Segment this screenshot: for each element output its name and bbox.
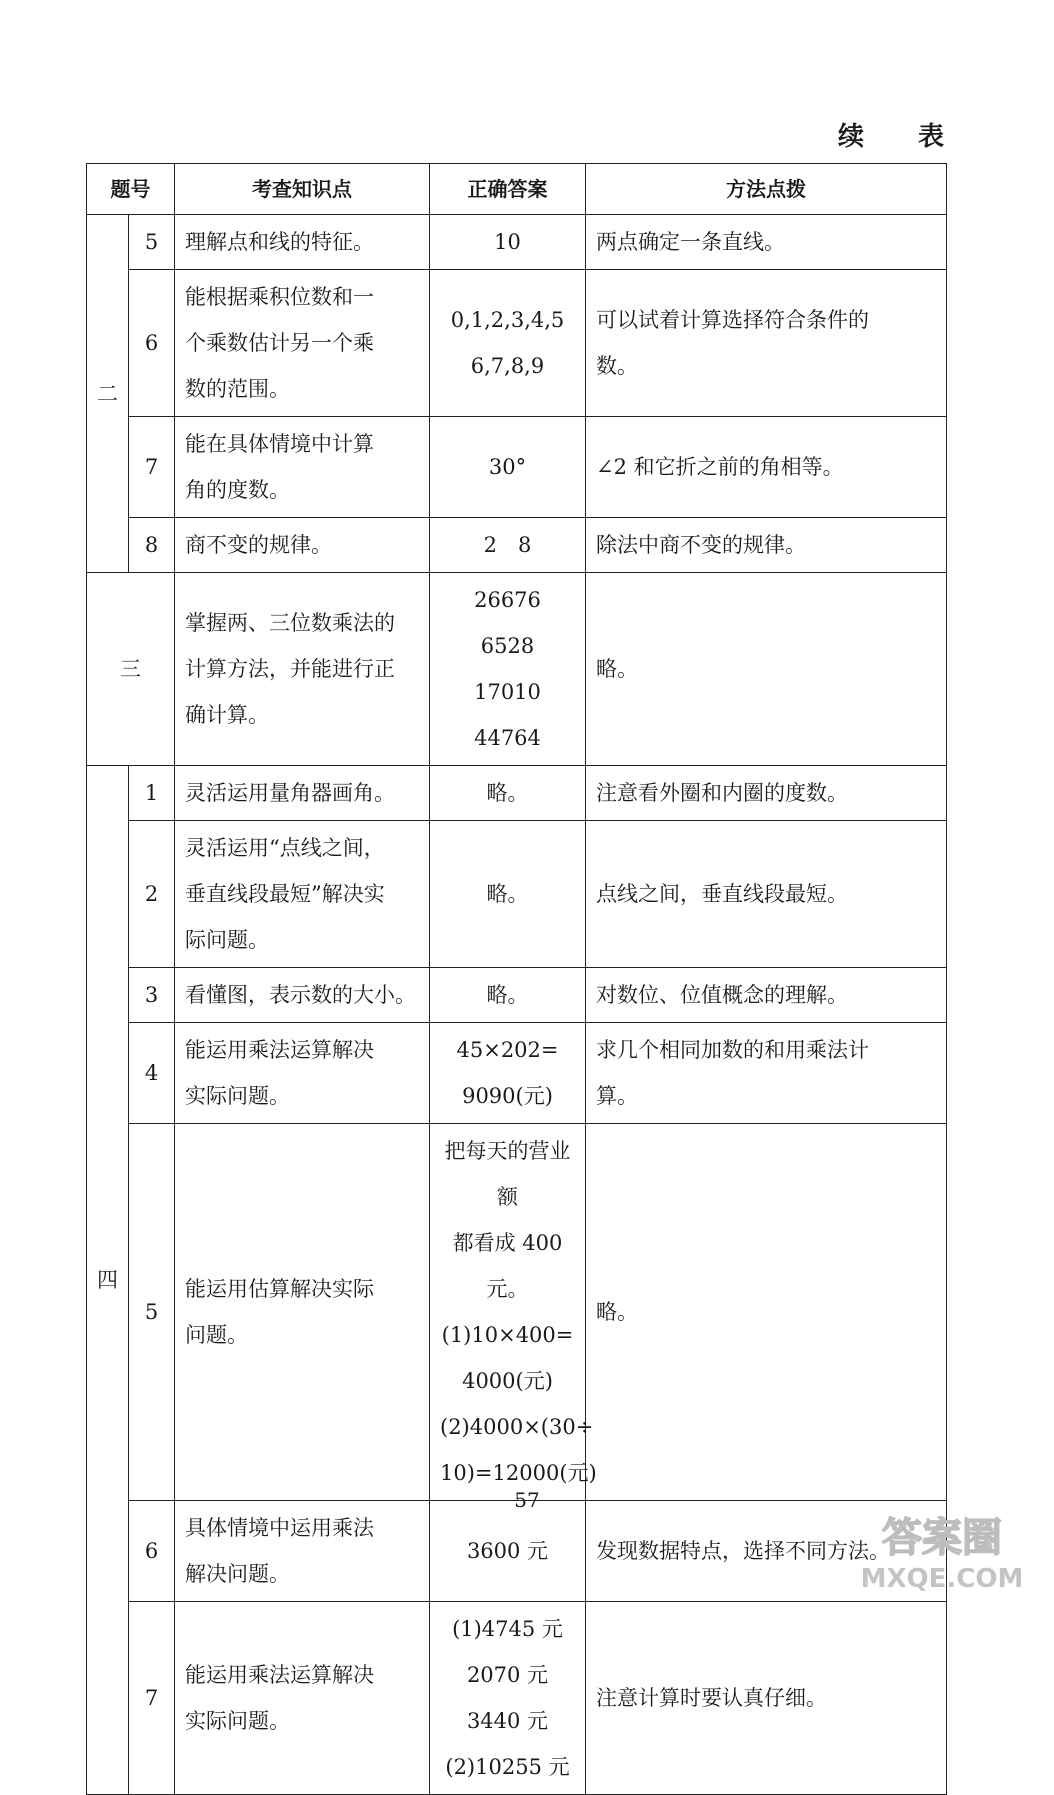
answer-cell: 0,1,2,3,4,5 6,7,8,9: [430, 270, 586, 417]
tip-cell: 略。: [586, 573, 947, 766]
section-label: 二: [87, 215, 129, 573]
tip-cell: 对数位、位值概念的理解。: [586, 968, 947, 1023]
question-number: 7: [129, 417, 175, 518]
knowledge-cell: 能运用乘法运算解决 实际问题。: [175, 1023, 430, 1124]
tip-cell: 两点确定一条直线。: [586, 215, 947, 270]
table-row: [87, 968, 947, 1023]
tip-cell: ∠2 和它折之前的角相等。: [586, 417, 947, 518]
answer-cell: 2 8: [430, 518, 586, 573]
question-number: 3: [129, 968, 175, 1023]
knowledge-cell: 商不变的规律。: [175, 518, 430, 573]
tip-cell: 略。: [586, 1124, 947, 1501]
question-number: 5: [129, 1124, 175, 1501]
knowledge-cell: 灵活运用量角器画角。: [175, 766, 430, 821]
watermark-logo: [845, 1505, 1040, 1595]
answer-cell: 略。: [430, 766, 586, 821]
tip-cell: 注意看外圈和内圈的度数。: [586, 766, 947, 821]
knowledge-cell: 掌握两、三位数乘法的 计算方法，并能进行正 确计算。: [175, 573, 430, 766]
answer-cell: 略。: [430, 821, 586, 968]
section-label: 四: [87, 766, 129, 1795]
answer-cell: 26676 6528 17010 44764: [430, 573, 586, 766]
table-row: [87, 1023, 947, 1124]
tip-cell: 发现数据特点，选择不同方法。: [586, 1501, 947, 1602]
table-row: [87, 1124, 947, 1501]
knowledge-cell: 看懂图，表示数的大小。: [175, 968, 430, 1023]
knowledge-cell: 理解点和线的特征。: [175, 215, 430, 270]
knowledge-cell: 具体情境中运用乘法 解决问题。: [175, 1501, 430, 1602]
table-row: [87, 1602, 947, 1795]
answer-cell: 略。: [430, 968, 586, 1023]
table-row: [87, 270, 947, 417]
table-row: [87, 821, 947, 968]
answer-cell: (1)4745 元 2070 元 3440 元 (2)10255 元: [430, 1602, 586, 1795]
answer-cell: 30°: [430, 417, 586, 518]
header-answer: 正确答案: [430, 164, 586, 215]
answer-cell: 10: [430, 215, 586, 270]
knowledge-cell: 能运用乘法运算解决 实际问题。: [175, 1602, 430, 1795]
knowledge-cell: 能根据乘积位数和一 个乘数估计另一个乘 数的范围。: [175, 270, 430, 417]
table-row: [87, 573, 947, 766]
continued-label: 续 表: [838, 122, 959, 152]
table-row: [87, 1501, 947, 1602]
header-tip: 方法点拨: [586, 164, 947, 215]
answer-cell: 3600 元: [430, 1501, 586, 1602]
header-knowledge: 考查知识点: [175, 164, 430, 215]
question-number: 8: [129, 518, 175, 573]
table-header-row: [87, 164, 947, 215]
question-number: 6: [129, 1501, 175, 1602]
question-number: 6: [129, 270, 175, 417]
answer-table: [86, 163, 947, 1795]
watermark-bottom-text: MXQE.COM: [860, 1564, 1024, 1594]
answer-cell: 45×202= 9090(元): [430, 1023, 586, 1124]
tip-cell: 点线之间，垂直线段最短。: [586, 821, 947, 968]
question-number: 4: [129, 1023, 175, 1124]
table-row: [87, 215, 947, 270]
knowledge-cell: 灵活运用“点线之间， 垂直线段最短”解决实 际问题。: [175, 821, 430, 968]
knowledge-cell: 能在具体情境中计算 角的度数。: [175, 417, 430, 518]
question-number: 1: [129, 766, 175, 821]
tip-cell: 可以试着计算选择符合条件的 数。: [586, 270, 947, 417]
watermark-top-text: 答案圈: [882, 1515, 1002, 1561]
header-question-no: 题号: [87, 164, 175, 215]
question-number: 5: [129, 215, 175, 270]
table-row: [87, 766, 947, 821]
tip-cell: 注意计算时要认真仔细。: [586, 1602, 947, 1795]
tip-cell: 求几个相同加数的和用乘法计 算。: [586, 1023, 947, 1124]
answer-cell: 把每天的营业额 都看成 400 元。 (1)10×400= 4000(元) (2)4000×(30÷ 10)=12000(元): [430, 1124, 586, 1501]
table-row: [87, 518, 947, 573]
table-row: [87, 417, 947, 518]
question-number: 7: [129, 1602, 175, 1795]
knowledge-cell: 能运用估算解决实际 问题。: [175, 1124, 430, 1501]
tip-cell: 除法中商不变的规律。: [586, 518, 947, 573]
page-number: 57: [514, 1488, 540, 1512]
question-number: 2: [129, 821, 175, 968]
section-label: 三: [87, 573, 175, 766]
